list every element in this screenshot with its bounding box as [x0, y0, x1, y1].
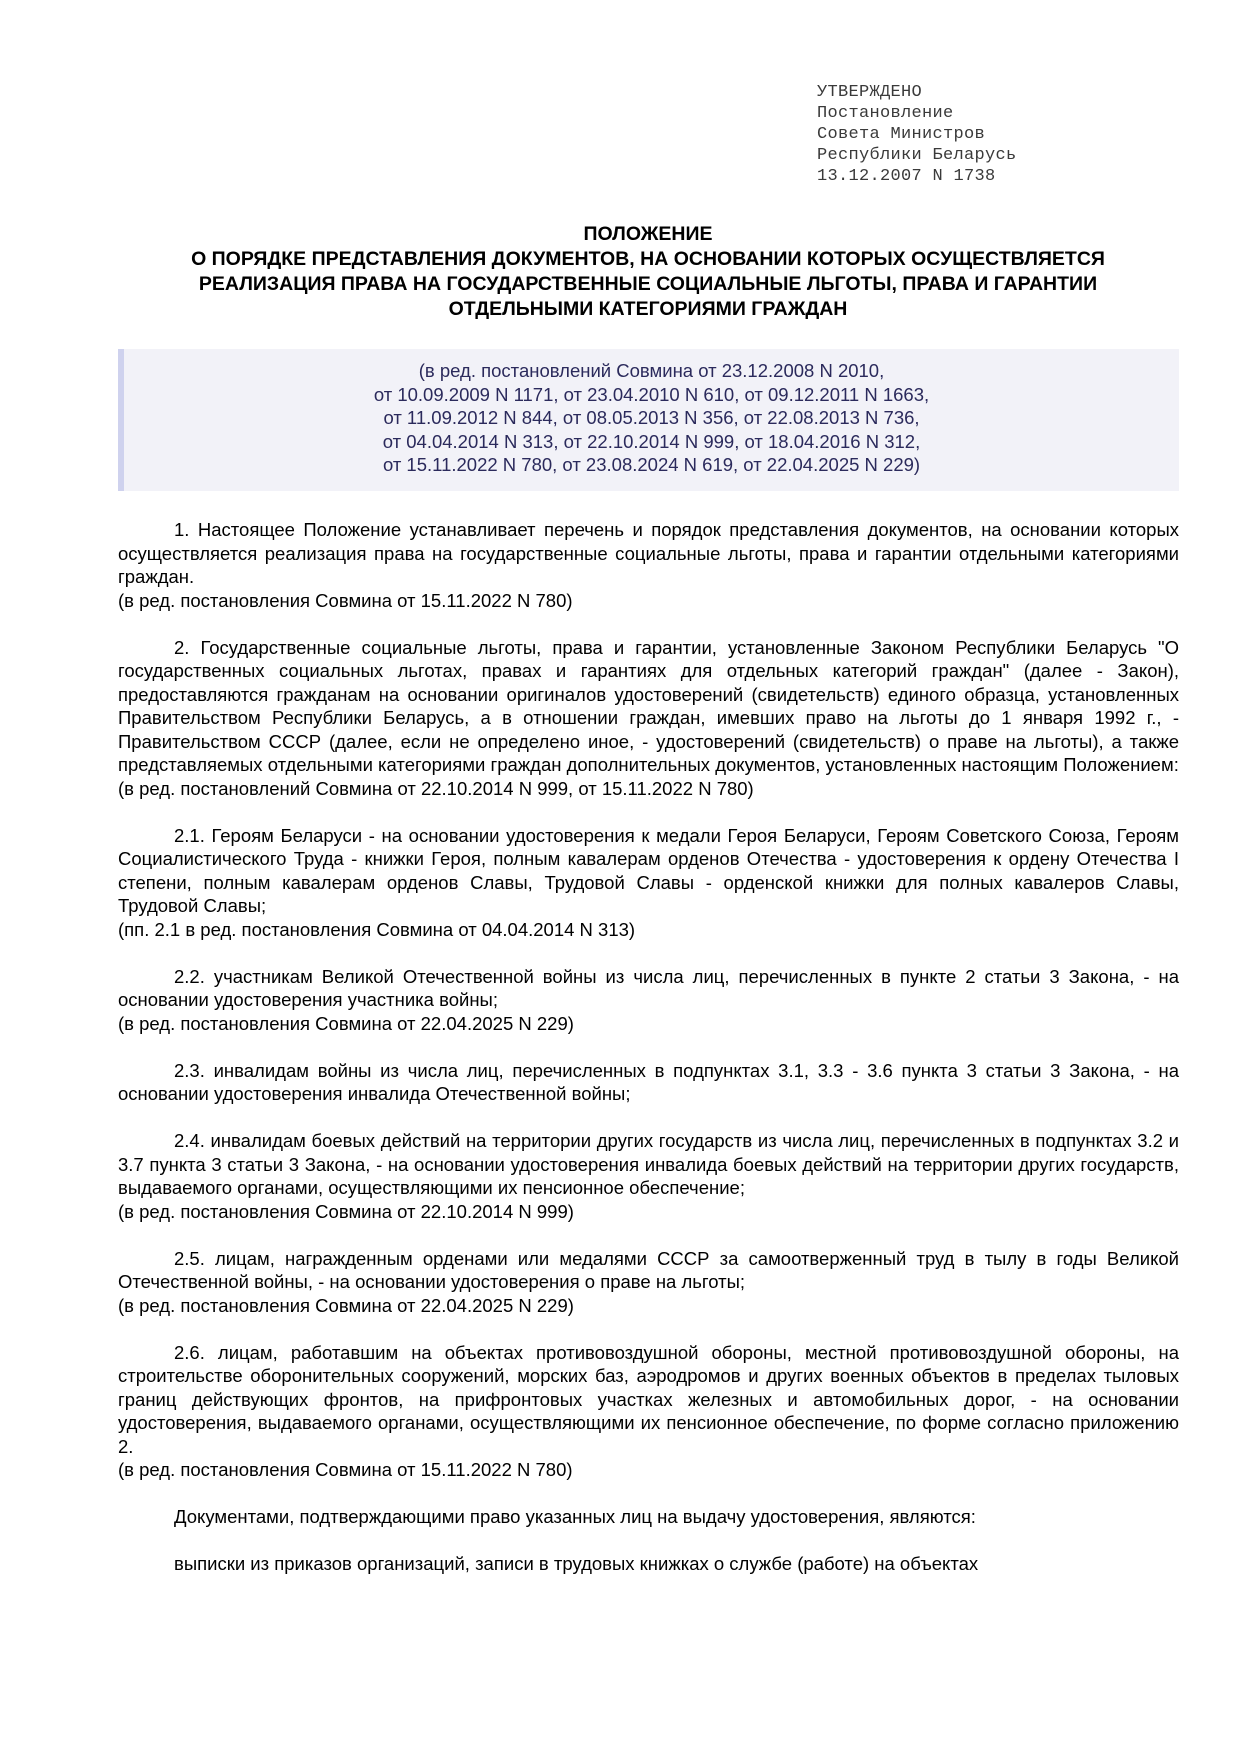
document-body: [118, 518, 1179, 1576]
section-1-text: 1. Настоящее Положение устанавливает перечень и порядок представления документов, на основании которых осуществляется реализация права на государственные социальные льготы, права и гарантии отдельными категориями граждан.: [118, 519, 1179, 587]
amendment-line: от 04.04.2014 N 313, от 22.10.2014 N 999, от 18.04.2016 N 312,: [382, 430, 921, 452]
section-2-2-note: (в ред. постановления Совмина от 22.04.2025 N 229): [118, 1012, 574, 1034]
section-2-4-text: 2.4. инвалидам боевых действий на территории других государств из числа лиц, перечисленных в подпунктах 3.2 и 3.7 пункта 3 статьи 3 Закона, - на основании удостоверения инвалида боевых действий на территории других государств, выдаваемого органами, осуществляющими их пенсионное обеспечение;: [118, 1130, 1179, 1198]
amendment-line: от 11.09.2012 N 844, от 08.05.2013 N 356, от 22.08.2013 N 736,: [383, 407, 920, 428]
section-2-6-text: 2.6. лицам, работавшим на объектах противовоздушной обороны, местной противовоздушной обороны, на строительстве оборонительных сооружений, морских баз, аэродромов и других военных объектов в пределах тыловых границ действующих фронтов, на прифронтовых участках железных и автомобильных дорог, - на основании удостоверения, выдаваемого органами, осуществляющими их пенсионное обеспечение, по форме согласно приложению 2.: [118, 1341, 1179, 1457]
title-line: ОТДЕЛЬНЫМИ КАТЕГОРИЯМИ ГРАЖДАН: [448, 298, 848, 320]
approval-line: Постановление: [817, 104, 954, 123]
title-line: О ПОРЯДКЕ ПРЕДСТАВЛЕНИЯ ДОКУМЕНТОВ, НА ОСНОВАНИИ КОТОРЫХ ОСУЩЕСТВЛЯЕТСЯ: [191, 248, 1105, 270]
approval-stamp: [817, 82, 1017, 187]
section-2-5-note: (в ред. постановления Совмина от 22.04.2025 N 229): [118, 1294, 574, 1316]
documents-intro-text: Документами, подтверждающими право указанных лиц на выдачу удостоверения, являются:: [174, 1506, 976, 1527]
amendments-box: [118, 349, 1179, 491]
documents-list-text: выписки из приказов организаций, записи в трудовых книжках о службе (работе) на объектах: [174, 1553, 979, 1574]
approval-line: Республики Беларусь: [817, 146, 1017, 165]
section-2-text: 2. Государственные социальные льготы, права и гарантии, установленные Законом Республики Беларусь "О государственных социальных льготах, правах и гарантиях для отдельных категорий граждан" (далее - Закон), предоставляются гражданам на основании оригиналов удостоверений (свидетельств) единого образца, установленных Правительством Республики Беларусь, а в отношении граждан, имевших право на льготы до 1 января 1992 г., - Правительством СССР (далее, если не определено иное, - удостоверений (свидетельств) о праве на льготы), а также представляемых отдельными категориями граждан дополнительных документов, установленных настоящим Положением:: [118, 636, 1179, 775]
title-line: ПОЛОЖЕНИЕ: [583, 223, 713, 245]
section-2-1-note: (пп. 2.1 в ред. постановления Совмина от 04.04.2014 N 313): [118, 918, 636, 940]
section-2-5-text: 2.5. лицам, награжденным орденами или медалями СССР за самоотверженный труд в тылу в годы Великой Отечественной войны, - на основании удостоверения о праве на льготы;: [118, 1247, 1179, 1292]
section-2-4-note: (в ред. постановления Совмина от 22.10.2014 N 999): [118, 1200, 574, 1222]
approval-line: 13.12.2007 N 1738: [817, 167, 996, 186]
section-2-1-text: 2.1. Героям Беларуси - на основании удостоверения к медали Героя Беларуси, Героям Советского Союза, Героям Социалистического Труда - книжки Героя, полным кавалерам орденов Отечества - удостоверения к ордену Отечества I степени, полным кавалерам орденов Славы, Трудовой Славы - орденской книжки для полных кавалеров Славы, Трудовой Славы;: [118, 824, 1179, 916]
amendment-line: от 10.09.2009 N 1171, от 23.04.2010 N 610, от 09.12.2011 N 1663,: [373, 383, 930, 405]
section-2-2-text: 2.2. участникам Великой Отечественной войны из числа лиц, перечисленных в пункте 2 статьи 3 Закона, - на основании удостоверения участника войны;: [118, 965, 1179, 1010]
section-2-6-note: (в ред. постановления Совмина от 15.11.2022 N 780): [118, 1459, 573, 1480]
approval-line: Совета Министров: [817, 125, 986, 144]
approval-line: УТВЕРЖДЕНО: [817, 83, 923, 102]
document-title: [118, 222, 1178, 322]
section-1-note: (в ред. постановления Совмина от 15.11.2022 N 780): [118, 589, 573, 611]
amendment-line: от 15.11.2022 N 780, от 23.08.2024 N 619, от 22.04.2025 N 229): [382, 454, 921, 475]
section-2-note: (в ред. постановлений Совмина от 22.10.2014 N 999, от 15.11.2022 N 780): [118, 777, 754, 799]
title-line: РЕАЛИЗАЦИЯ ПРАВА НА ГОСУДАРСТВЕННЫЕ СОЦИАЛЬНЫЕ ЛЬГОТЫ, ПРАВА И ГАРАНТИИ: [198, 273, 1098, 295]
section-2-3-text: 2.3. инвалидам войны из числа лиц, перечисленных в подпунктах 3.1, 3.3 - 3.6 пункта 3 статьи 3 Закона, - на основании удостоверения инвалида Отечественной войны;: [118, 1059, 1179, 1104]
amendment-line: (в ред. постановлений Совмина от 23.12.2008 N 2010,: [418, 360, 885, 381]
